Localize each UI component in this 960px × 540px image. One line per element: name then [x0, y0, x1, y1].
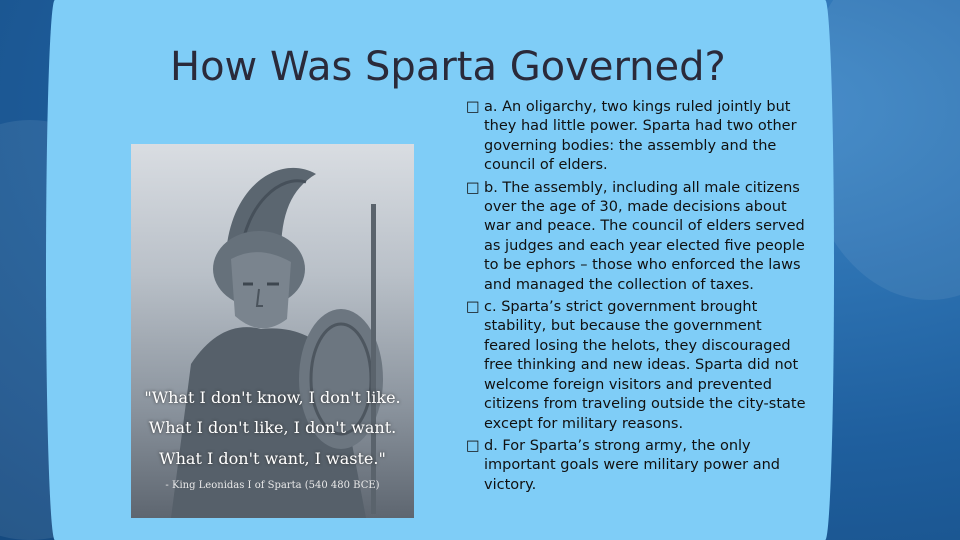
quote-line: What I don't like, I don't want. — [148, 418, 397, 437]
bullet-text: d. For Sparta’s strong army, the only important goals were military power and victory. — [484, 437, 780, 493]
bullet-box-icon: □ — [466, 99, 480, 115]
list-item — [466, 98, 806, 176]
bullet-box-icon: □ — [466, 179, 480, 196]
panel-edge-right — [812, 0, 834, 540]
bullet-text: a. An oligarchy, two kings ruled jointly but they had little power. Sparta had two other governing bodies: the assembly and the council of elders. — [484, 99, 797, 174]
list-item — [466, 179, 806, 295]
quote-line: "What I don't know, I don't like. — [144, 388, 401, 407]
quote-attribution: - King Leonidas I of Sparta (540 480 BCE) — [165, 480, 380, 491]
list-item — [466, 437, 806, 495]
bullet-box-icon: □ — [466, 437, 480, 454]
leonidas-statue-image — [131, 144, 414, 518]
bullet-list — [466, 98, 806, 498]
slide-title: How Was Sparta Governed? — [170, 44, 726, 90]
quote-line: What I don't want, I waste." — [159, 449, 386, 468]
bullet-box-icon: □ — [466, 299, 480, 316]
list-item — [466, 298, 806, 434]
bullet-text: c. Sparta’s strict government brought stability, but because the government feared losing the helots, they discouraged free thinking and new ideas. Sparta did not welcome foreign visitors and prevented citizens from traveling outside the city-state except for military reasons. — [484, 299, 806, 432]
bullet-text: b. The assembly, including all male citizens over the age of 30, made decisions about war and peace. The council of elders served as judges and each year elected five people to be ephors – those who enforced the laws and managed the collection of taxes. — [484, 179, 805, 293]
